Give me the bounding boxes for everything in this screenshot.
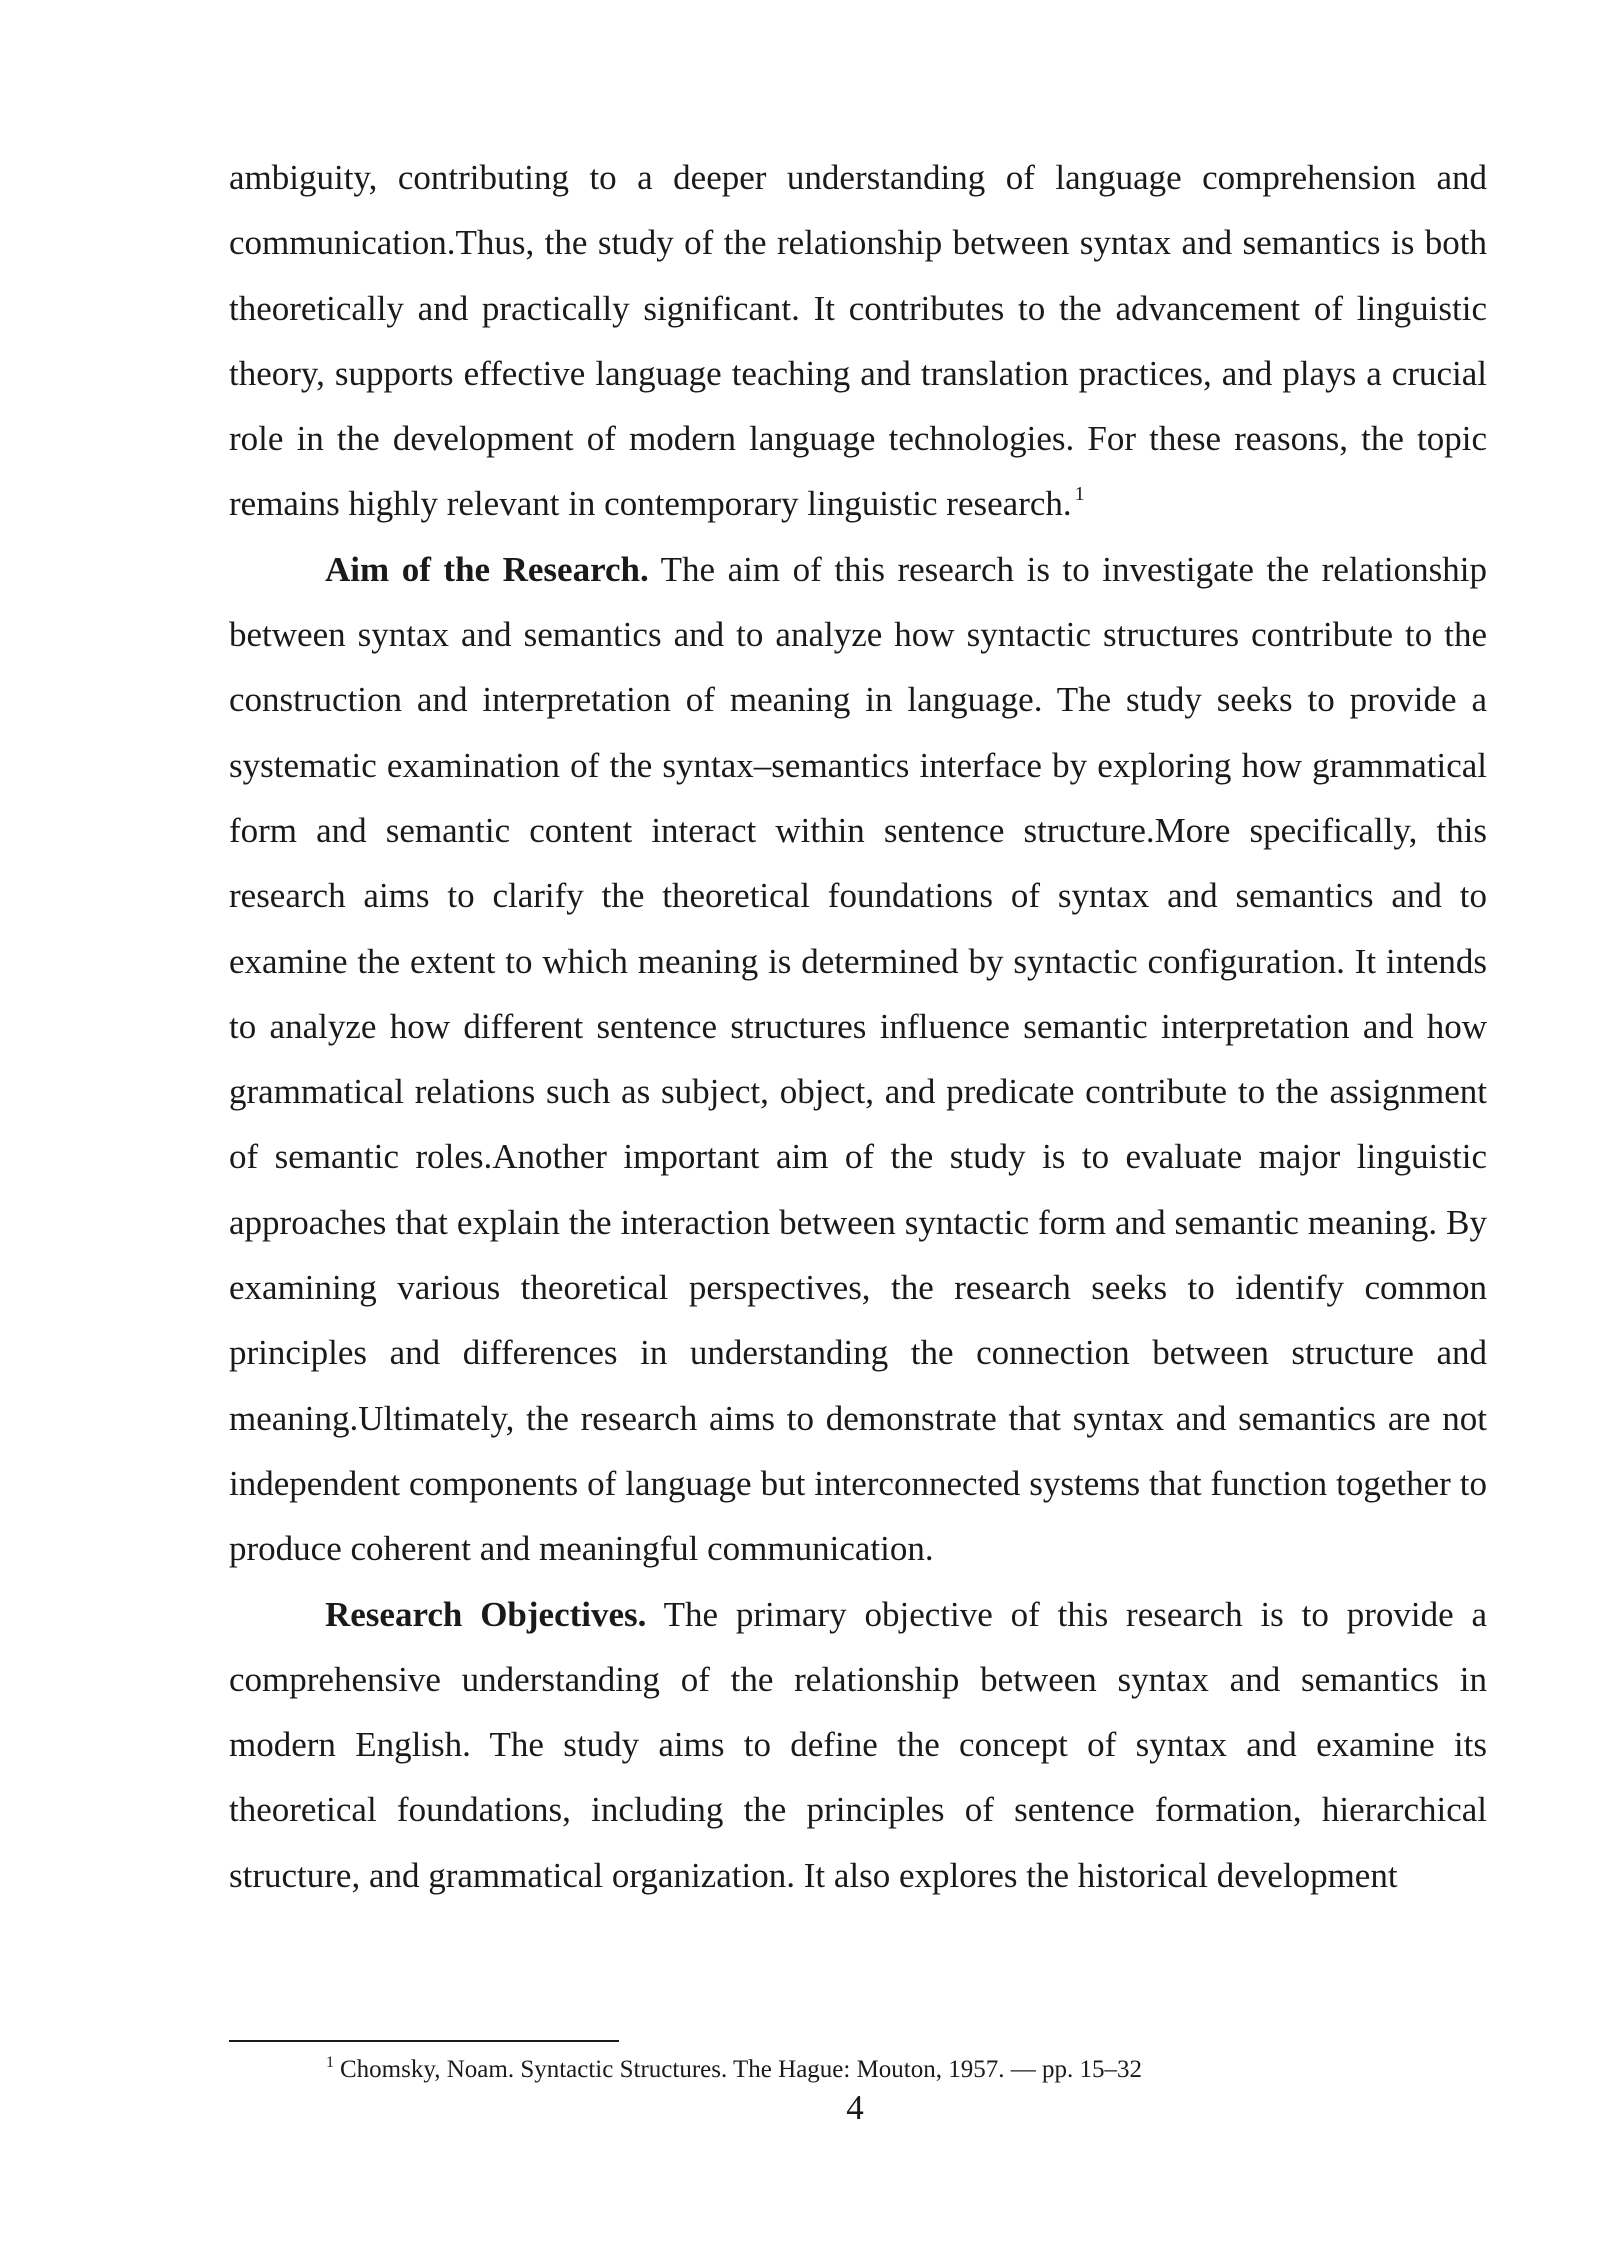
aim-heading: Aim of the Research. <box>325 549 649 589</box>
body-text <box>229 145 1487 1908</box>
objectives-heading: Research Objectives. <box>325 1594 647 1634</box>
page-number: 4 <box>846 2088 864 2127</box>
paragraph-aim <box>229 537 1487 1582</box>
footnote <box>326 2054 1142 2086</box>
footnote-marker: 1 <box>326 2054 334 2071</box>
aim-text: The aim of this research is to investigate the relationship between syntax and semantics and to analyze how syntactic structures contribute to the construction and interpretation of meaning in language. The study seeks to provide a systematic examination of the syntax–semantics interface by exploring how grammatical form and semantic content interact within sentence structure.More specifically, this research aims to clarify the theoretical foundations of syntax and semantics and to examine the extent to which meaning is determined by syntactic configuration. It intends to analyze how different sentence structures influence semantic interpretation and how grammatical relations such as subject, object, and predicate contribute to the assignment of semantic roles.Another important aim of the study is to evaluate major linguistic approaches that explain the interaction between syntactic form and semantic meaning. By examining various theoretical perspectives, the research seeks to identify common principles and differences in understanding the connection between structure and meaning.Ultimately, the research aims to demonstrate that syntax and semantics are not independent components of language but interconnected systems that function together to produce coherent and meaningful communication. <box>229 549 1488 1569</box>
paragraph-1 <box>229 145 1487 537</box>
paragraph-1-text: ambiguity, contributing to a deeper understanding of language comprehension and communication.Thus, the study of the relationship between syntax and semantics is both theoretically and practically significant. It contributes to the advancement of linguistic theory, supports effective language teaching and translation practices, and plays a crucial role in the development of modern language technologies. For these reasons, the topic remains highly relevant in contemporary linguistic research. <box>229 158 1487 524</box>
paragraph-objectives <box>229 1582 1487 1908</box>
footnote-reference: 1 <box>1074 483 1085 506</box>
footnote-separator <box>229 2040 619 2042</box>
footnote-text: Chomsky, Noam. Syntactic Structures. The Hague: Mouton, 1957. — pp. 15–32 <box>340 2056 1143 2083</box>
objectives-text: The primary objective of this research is to provide a comprehensive understanding of the relationship between syntax and semantics in modern English. The study aims to define the concept of syntax and examine its theoretical foundations, including the principles of sentence formation, hierarchical structure, and grammatical organization. It also explores the historical development <box>229 1594 1487 1895</box>
